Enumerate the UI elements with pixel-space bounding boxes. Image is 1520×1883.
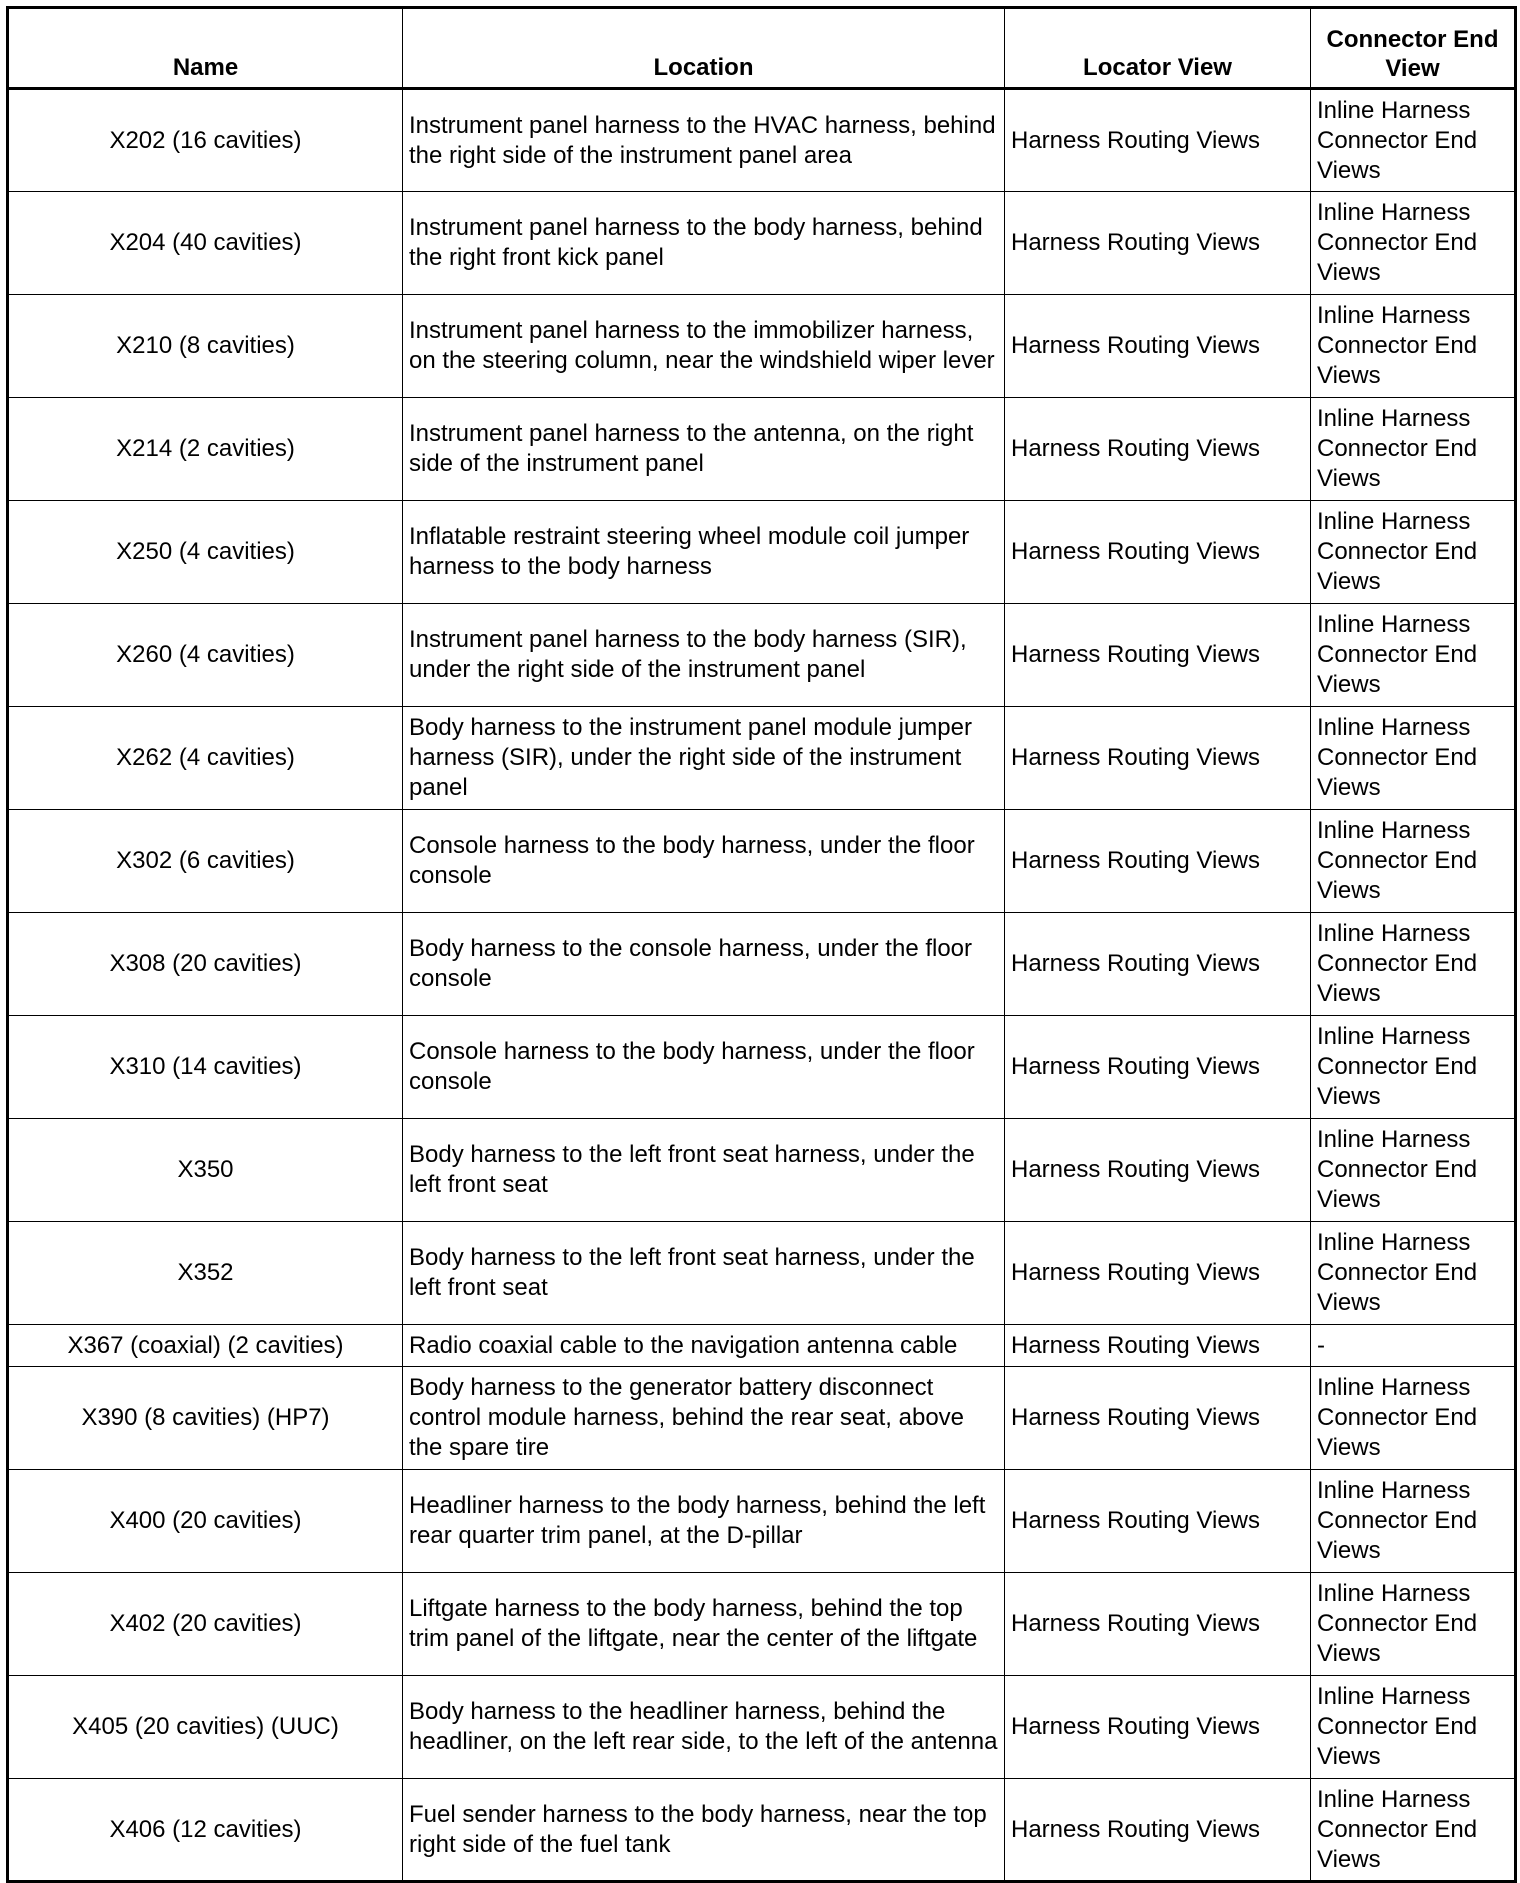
- cell-location: Body harness to the left front seat harness, under the left front seat: [403, 1119, 1005, 1222]
- cell-locator-view: Harness Routing Views: [1005, 295, 1311, 398]
- cell-connector-end-view: -: [1311, 1325, 1516, 1367]
- cell-location: Body harness to the generator battery disconnect control module harness, behind the rear seat, above the spare tire: [403, 1367, 1005, 1470]
- cell-connector-end-view: Inline Harness Connector End Views: [1311, 1470, 1516, 1573]
- table-row: [8, 501, 1516, 604]
- table-row: [8, 604, 1516, 707]
- cell-connector-end-view: Inline Harness Connector End Views: [1311, 810, 1516, 913]
- cell-connector-end-view: Inline Harness Connector End Views: [1311, 604, 1516, 707]
- cell-location: Radio coaxial cable to the navigation antenna cable: [403, 1325, 1005, 1367]
- cell-locator-view: Harness Routing Views: [1005, 1119, 1311, 1222]
- cell-locator-view: Harness Routing Views: [1005, 192, 1311, 295]
- table-row: [8, 1367, 1516, 1470]
- cell-connector-end-view: Inline Harness Connector End Views: [1311, 1119, 1516, 1222]
- cell-location: Body harness to the instrument panel module jumper harness (SIR), under the right side of the instrument panel: [403, 707, 1005, 810]
- cell-connector-end-view: Inline Harness Connector End Views: [1311, 295, 1516, 398]
- cell-connector-end-view: Inline Harness Connector End Views: [1311, 1676, 1516, 1779]
- cell-name: X400 (20 cavities): [8, 1470, 403, 1573]
- cell-name: X260 (4 cavities): [8, 604, 403, 707]
- cell-locator-view: Harness Routing Views: [1005, 1676, 1311, 1779]
- cell-locator-view: Harness Routing Views: [1005, 1367, 1311, 1470]
- table-header-row: [8, 8, 1516, 89]
- cell-name: X210 (8 cavities): [8, 295, 403, 398]
- cell-name: X204 (40 cavities): [8, 192, 403, 295]
- cell-location: Body harness to the console harness, under the floor console: [403, 913, 1005, 1016]
- table-row: [8, 295, 1516, 398]
- table-row: [8, 1119, 1516, 1222]
- cell-connector-end-view: Inline Harness Connector End Views: [1311, 501, 1516, 604]
- cell-location: Inflatable restraint steering wheel module coil jumper harness to the body harness: [403, 501, 1005, 604]
- cell-location: Instrument panel harness to the body harness (SIR), under the right side of the instrument panel: [403, 604, 1005, 707]
- cell-name: X202 (16 cavities): [8, 89, 403, 192]
- cell-locator-view: Harness Routing Views: [1005, 604, 1311, 707]
- cell-name: X350: [8, 1119, 403, 1222]
- table-row: [8, 1573, 1516, 1676]
- connector-table: [6, 6, 1517, 1883]
- header-location: Location: [403, 8, 1005, 89]
- cell-location: Console harness to the body harness, under the floor console: [403, 1016, 1005, 1119]
- cell-connector-end-view: Inline Harness Connector End Views: [1311, 192, 1516, 295]
- cell-location: Instrument panel harness to the body harness, behind the right front kick panel: [403, 192, 1005, 295]
- cell-locator-view: Harness Routing Views: [1005, 1222, 1311, 1325]
- cell-location: Instrument panel harness to the HVAC harness, behind the right side of the instrument panel area: [403, 89, 1005, 192]
- cell-connector-end-view: Inline Harness Connector End Views: [1311, 913, 1516, 1016]
- cell-name: X310 (14 cavities): [8, 1016, 403, 1119]
- table-row: [8, 1470, 1516, 1573]
- cell-connector-end-view: Inline Harness Connector End Views: [1311, 707, 1516, 810]
- cell-name: X352: [8, 1222, 403, 1325]
- cell-location: Body harness to the left front seat harness, under the left front seat: [403, 1222, 1005, 1325]
- table-row: [8, 398, 1516, 501]
- cell-connector-end-view: Inline Harness Connector End Views: [1311, 1016, 1516, 1119]
- table-row: [8, 1676, 1516, 1779]
- table-row: [8, 89, 1516, 192]
- cell-connector-end-view: Inline Harness Connector End Views: [1311, 89, 1516, 192]
- table-row: [8, 913, 1516, 1016]
- cell-name: X214 (2 cavities): [8, 398, 403, 501]
- table-row: [8, 707, 1516, 810]
- header-connector-end-view: Connector End View: [1311, 8, 1516, 89]
- cell-name: X367 (coaxial) (2 cavities): [8, 1325, 403, 1367]
- table-row: [8, 1016, 1516, 1119]
- cell-location: Fuel sender harness to the body harness, near the top right side of the fuel tank: [403, 1779, 1005, 1882]
- cell-locator-view: Harness Routing Views: [1005, 501, 1311, 604]
- cell-name: X405 (20 cavities) (UUC): [8, 1676, 403, 1779]
- cell-locator-view: Harness Routing Views: [1005, 398, 1311, 501]
- cell-locator-view: Harness Routing Views: [1005, 1016, 1311, 1119]
- cell-connector-end-view: Inline Harness Connector End Views: [1311, 1222, 1516, 1325]
- cell-locator-view: Harness Routing Views: [1005, 707, 1311, 810]
- cell-locator-view: Harness Routing Views: [1005, 913, 1311, 1016]
- cell-connector-end-view: Inline Harness Connector End Views: [1311, 398, 1516, 501]
- cell-name: X402 (20 cavities): [8, 1573, 403, 1676]
- cell-connector-end-view: Inline Harness Connector End Views: [1311, 1779, 1516, 1882]
- cell-location: Body harness to the headliner harness, behind the headliner, on the left rear side, to the left of the antenna: [403, 1676, 1005, 1779]
- cell-location: Liftgate harness to the body harness, behind the top trim panel of the liftgate, near the center of the liftgate: [403, 1573, 1005, 1676]
- cell-locator-view: Harness Routing Views: [1005, 1573, 1311, 1676]
- table-row: [8, 192, 1516, 295]
- cell-locator-view: Harness Routing Views: [1005, 1779, 1311, 1882]
- header-name: Name: [8, 8, 403, 89]
- cell-location: Headliner harness to the body harness, behind the left rear quarter trim panel, at the D-pillar: [403, 1470, 1005, 1573]
- cell-locator-view: Harness Routing Views: [1005, 1470, 1311, 1573]
- cell-locator-view: Harness Routing Views: [1005, 89, 1311, 192]
- cell-name: X390 (8 cavities) (HP7): [8, 1367, 403, 1470]
- cell-locator-view: Harness Routing Views: [1005, 1325, 1311, 1367]
- cell-location: Instrument panel harness to the antenna, on the right side of the instrument panel: [403, 398, 1005, 501]
- cell-name: X302 (6 cavities): [8, 810, 403, 913]
- cell-locator-view: Harness Routing Views: [1005, 810, 1311, 913]
- table-row: [8, 1779, 1516, 1882]
- cell-name: X406 (12 cavities): [8, 1779, 403, 1882]
- header-locator-view: Locator View: [1005, 8, 1311, 89]
- table-row: [8, 1325, 1516, 1367]
- cell-name: X250 (4 cavities): [8, 501, 403, 604]
- table-row: [8, 810, 1516, 913]
- table-row: [8, 1222, 1516, 1325]
- cell-connector-end-view: Inline Harness Connector End Views: [1311, 1573, 1516, 1676]
- cell-connector-end-view: Inline Harness Connector End Views: [1311, 1367, 1516, 1470]
- cell-name: X308 (20 cavities): [8, 913, 403, 1016]
- cell-location: Instrument panel harness to the immobilizer harness, on the steering column, near the windshield wiper lever: [403, 295, 1005, 398]
- cell-location: Console harness to the body harness, under the floor console: [403, 810, 1005, 913]
- cell-name: X262 (4 cavities): [8, 707, 403, 810]
